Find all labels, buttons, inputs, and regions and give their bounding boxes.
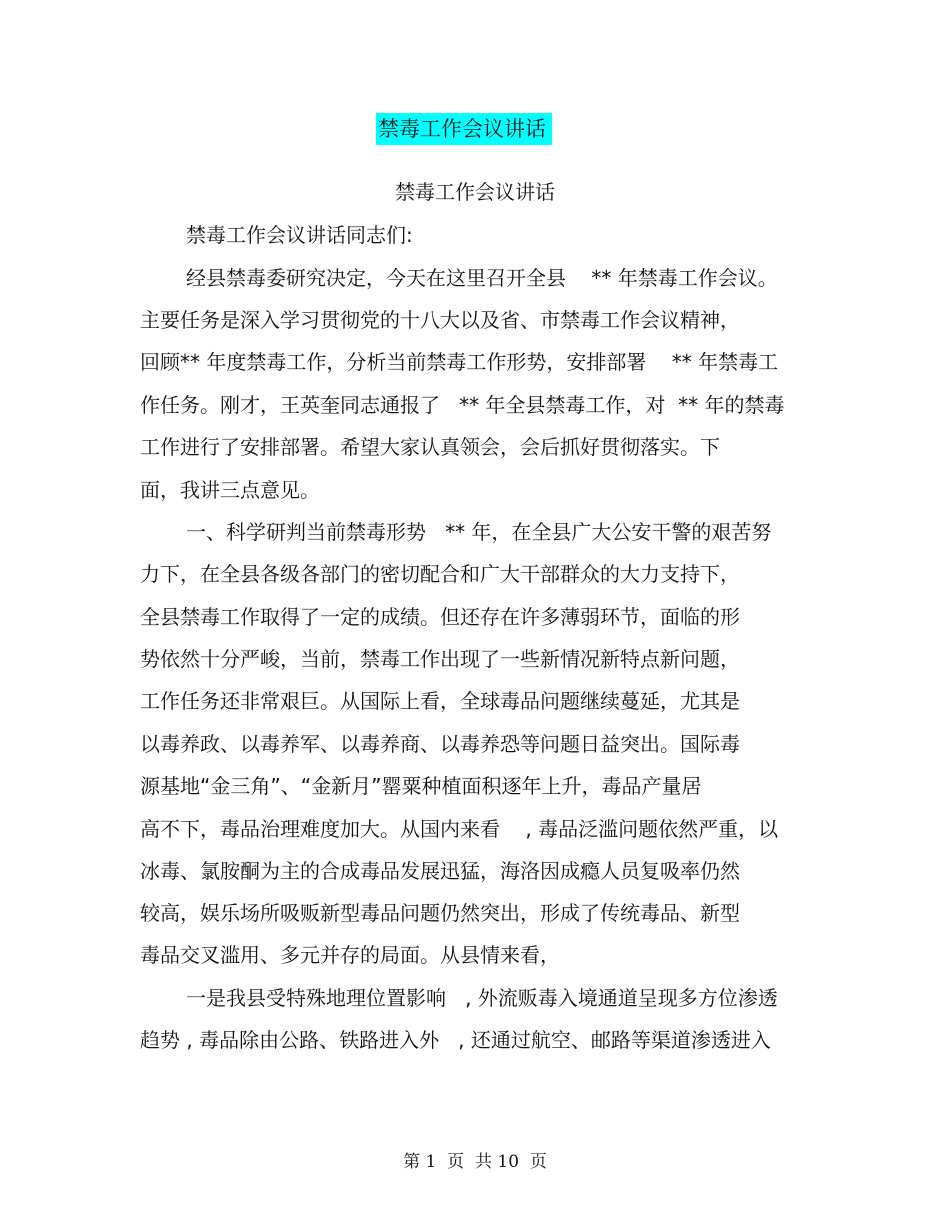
document-subtitle: 禁毒工作会议讲话: [395, 180, 555, 204]
body-line: 禁毒工作会议讲话同志们:: [186, 223, 413, 247]
body-line: 毒品交叉滥用、多元并存的局面。从县情来看，: [140, 943, 560, 967]
body-line: 面，我讲三点意见。: [140, 478, 320, 502]
body-line: 趋势 , 毒品除由公路、铁路进入外 , 还通过航空、邮路等渠道渗透进入: [140, 1028, 771, 1052]
body-line: 力下，在全县各级各部门的密切配合和广大干部群众的大力支持下，: [140, 562, 740, 586]
body-line: 工作进行了安排部署。希望大家认真领会，会后抓好贯彻落实。下: [140, 435, 720, 459]
body-line: 工作任务还非常艰巨。从国际上看，全球毒品问题继续蔓延，尤其是: [140, 689, 740, 713]
body-line: 作任务。刚才，王英奎同志通报了 ** 年全县禁毒工作，对 ** 年的禁毒: [140, 393, 785, 417]
body-line: 源基地“金三角”、“金新月”罂粟种植面积逐年上升，毒品产量居: [140, 774, 702, 798]
body-line: 冰毒、氯胺酮为主的合成毒品发展迅猛，海洛因成瘾人员复吸率仍然: [140, 859, 740, 883]
body-line: 一、科学研判当前禁毒形势 ** 年，在全县广大公安干警的艰苦努: [186, 520, 772, 544]
body-line: 势依然十分严峻，当前，禁毒工作出现了一些新情况新特点新问题，: [140, 647, 740, 671]
body-line: 以毒养政、以毒养军、以毒养商、以毒养恐等问题日益突出。国际毒: [140, 732, 740, 756]
page-number-footer: 第 1 页 共 10 页: [403, 1152, 547, 1172]
body-line: 主要任务是深入学习贯彻党的十八大以及省、市禁毒工作会议精神，: [140, 308, 740, 332]
body-line: 回顾** 年度禁毒工作，分析当前禁毒工作形势，安排部署 ** 年禁毒工: [140, 350, 779, 374]
body-line: 一是我县受特殊地理位置影响 , 外流贩毒入境通道呈现多方位渗透: [186, 986, 778, 1010]
document-title: 禁毒工作会议讲话: [376, 113, 552, 145]
body-line: 较高，娱乐场所吸贩新型毒品问题仍然突出，形成了传统毒品、新型: [140, 901, 740, 925]
body-line: 高不下，毒品治理难度加大。从国内来看 , 毒品泛滥问题依然严重，以: [140, 817, 779, 841]
body-line: 全县禁毒工作取得了一定的成绩。但还存在许多薄弱环节，面临的形: [140, 605, 740, 629]
body-line: 经县禁毒委研究决定，今天在这里召开全县 ** 年禁毒工作会议。: [186, 266, 778, 290]
